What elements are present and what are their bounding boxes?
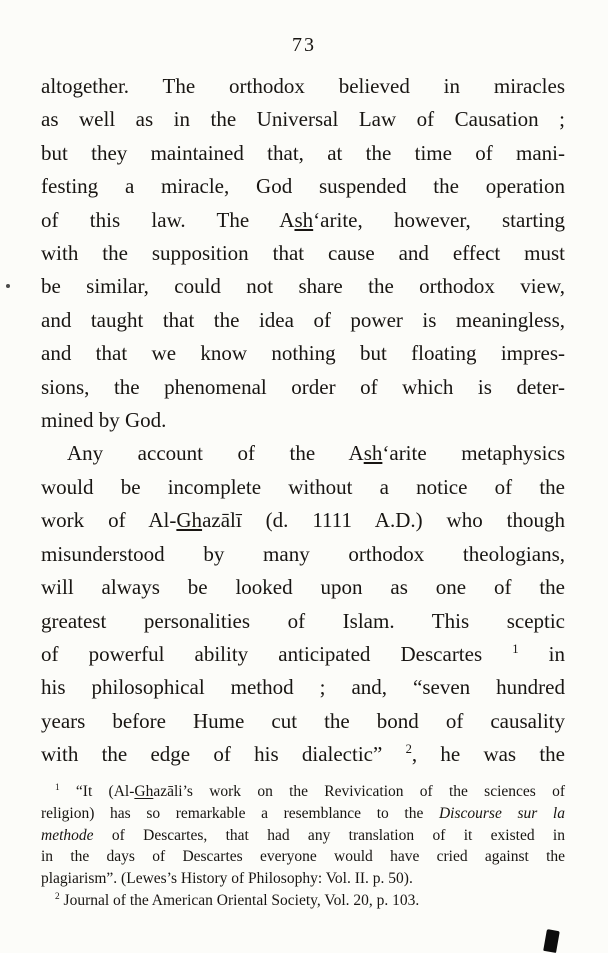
text-line: misunderstood by many orthodox theologians, (41, 541, 565, 566)
text-line: sions, the phenomenal order of which is deter- (41, 374, 565, 399)
text-line: and that we know nothing but floating impres- (41, 341, 565, 366)
footnotes (41, 781, 565, 912)
text-line: $^2$ Journal of the American Oriental Society, Vol. 20, p. 103. (55, 891, 420, 909)
text-line: and taught that the idea of power is meaningless, (41, 307, 565, 332)
text-line: but they maintained that, at the time of mani- (41, 140, 565, 165)
text-line: would be incomplete without a notice of the (41, 474, 565, 499)
text-line: festing a miracle, God suspended the operation (41, 174, 565, 199)
text-line: his philosophical method ; and, “seven hundred (41, 675, 565, 700)
text-line: with the supposition that cause and effect must (41, 241, 565, 266)
text-line: of this law. The Ash‘arite, however, starting (41, 207, 565, 232)
text-line: in the days of Descartes everyone would have cried against the (41, 848, 565, 866)
ink-speck (6, 284, 10, 288)
main-text (41, 70, 565, 772)
text-line: as well as in the Universal Law of Causation ; (41, 107, 565, 132)
text-line: will always be looked upon as one of the (41, 575, 565, 600)
text-line: of powerful ability anticipated Descartes $^1$ in (41, 641, 565, 666)
text-line: with the edge of his dialectic” $^2$, he was the (41, 742, 566, 767)
text-line: religion) has so remarkable a resemblance to the Discourse sur la (41, 804, 565, 822)
text-line: $^1$ “It (Al-Ghazāli’s work on the Revivication of the sciences of (55, 782, 565, 800)
text-line: be similar, could not share the orthodox view, (41, 274, 565, 299)
text-line: Any account of the Ash‘arite metaphysics (67, 441, 565, 466)
text-line: mined by God. (41, 408, 167, 433)
text-line: plagiarism”. (Lewes’s History of Philosophy: Vol. II. p. 50). (41, 870, 413, 888)
text-line: greatest personalities of Islam. This sceptic (41, 608, 565, 633)
text-line: years before Hume cut the bond of causality (41, 708, 565, 733)
corner-mark (543, 929, 560, 953)
text-line: work of Al-Ghazālī (d. 1111 A.D.) who though (41, 508, 565, 533)
text-line: altogether. The orthodox believed in miracles (41, 74, 565, 98)
page-number: 73 (292, 34, 316, 56)
text-line: methode of Descartes, that had any translation of it existed in (41, 826, 565, 844)
